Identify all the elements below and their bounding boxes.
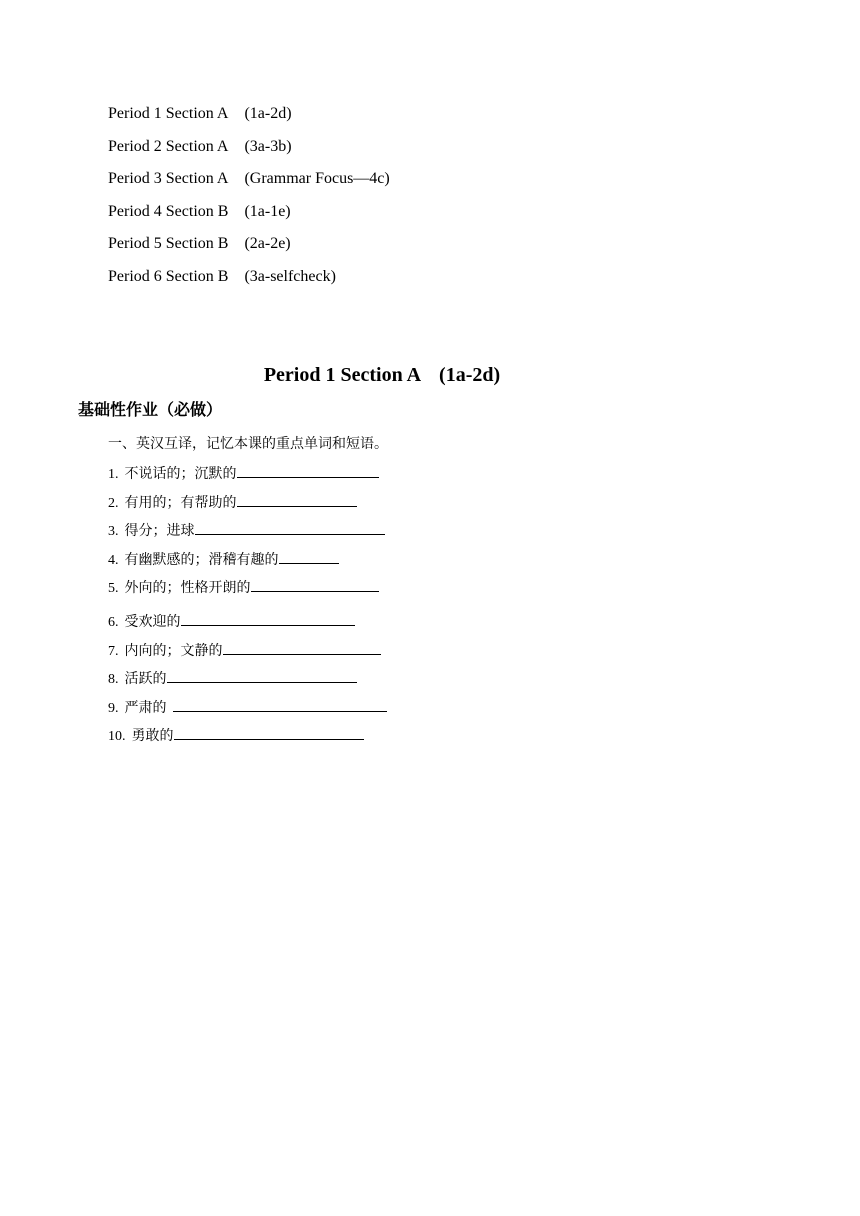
question-text: 严肃的 [124,700,167,716]
period-item [108,267,390,287]
question-number: 4. [108,552,119,568]
title-range: (1a-2d) [439,364,501,386]
question-item [108,463,387,483]
period-name: Period 4 Section B [108,202,229,220]
period-item [108,104,390,124]
period-name: Period 5 Section B [108,235,229,253]
question-text: 有幽默感的；滑稽有趣的 [124,552,279,568]
question-number: 5. [108,581,119,596]
period-item [108,202,390,222]
period-range: (2a-2e) [244,235,291,253]
question-number: 8. [108,672,119,687]
period-range: (Grammar Focus—4c) [244,170,390,188]
question-item [108,640,387,660]
question-list [108,463,387,754]
question-item [108,611,387,631]
period-item [108,169,390,189]
answer-blank[interactable] [195,520,385,535]
period-range: (1a-1e) [244,202,291,220]
question-number: 7. [108,643,119,659]
question-number: 3. [108,524,119,539]
question-text: 有用的；有帮助的 [124,495,237,511]
answer-blank[interactable] [237,492,357,507]
period-name: Period 6 Section B [108,267,229,285]
period-name: Period 1 Section A [108,105,229,122]
question-item [108,549,387,569]
question-text: 外向的；性格开朗的 [124,581,251,596]
question-text: 活跃的 [124,672,167,687]
question-item [108,725,387,745]
question-item [108,520,387,540]
period-item [108,234,390,254]
period-range: (1a-2d) [244,105,292,122]
answer-blank[interactable] [173,697,387,712]
question-text: 勇敢的 [131,729,174,744]
answer-blank[interactable] [174,725,364,740]
question-item [108,577,387,597]
title-period: Period 1 Section A [263,364,422,386]
answer-blank[interactable] [167,668,357,683]
question-text: 内向的；文静的 [124,643,223,659]
answer-blank[interactable] [237,463,379,478]
exercise-instruction: 一、英汉互译，记忆本课的重点单词和短语。 [108,437,388,452]
answer-blank[interactable] [181,611,355,626]
page-title [0,362,860,388]
period-range: (3a-3b) [244,137,292,155]
question-item [108,492,387,512]
answer-blank[interactable] [251,577,379,592]
question-text: 得分；进球 [124,524,195,539]
question-number: 10. [108,729,126,744]
question-number: 6. [108,615,119,630]
question-text: 受欢迎的 [124,615,181,630]
period-name: Period 3 Section A [108,170,229,188]
question-number: 1. [108,467,119,482]
period-range: (3a-selfcheck) [244,267,336,285]
question-item [108,668,387,688]
question-text: 不说话的；沉默的 [124,467,237,482]
section-heading: 基础性作业（必做） [78,400,223,419]
period-list [108,104,390,300]
question-number: 2. [108,495,119,511]
question-number: 9. [108,700,119,716]
period-name: Period 2 Section A [108,137,229,155]
answer-blank[interactable] [279,549,339,564]
answer-blank[interactable] [223,640,381,655]
period-item [108,137,390,157]
question-item [108,697,387,717]
